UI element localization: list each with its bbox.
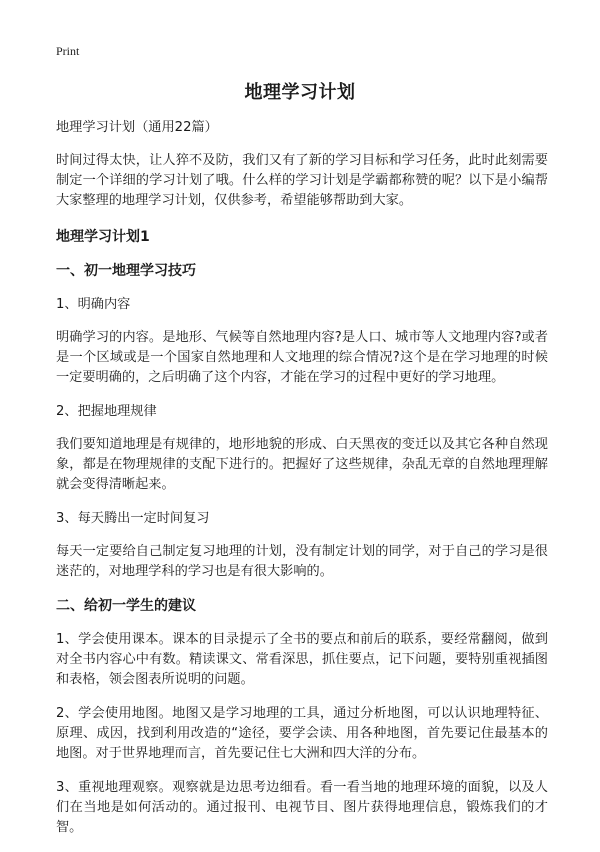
- item-3-label: 3、每天腾出一定时间复习: [56, 511, 210, 526]
- item-2-text: 我们要知道地理是有规律的，地形地貌的形成、白天黑夜的变迁以及其它各种自然现象，都是在物理规律的支配下进行的。把握好了这些规律，杂乱无章的自然地理理解就会变得清晰起来。: [56, 437, 548, 492]
- advice-paragraph-1: 1、学会使用课本。课本的目录提示了全书的要点和前后的联系，要经常翻阅，做到对全书内容心中有数。精读课文、常看深思，抓住要点，记下问题，要特别重视插图和表格，领会图表所说明的问题。: [56, 632, 548, 687]
- section-2-heading: 二、给初一学生的建议: [56, 598, 196, 614]
- item-3-text: 每天一定要给自己制定复习地理的计划，没有制定计划的同学，对于自己的学习是很迷茫的，对地理学科的学习也是有很大影响的。: [56, 544, 548, 579]
- document-body: [56, 118, 548, 852]
- section-1-heading: 一、初一地理学习技巧: [56, 263, 196, 279]
- advice-paragraph-3: 3、重视地理观察。观察就是边思考边细看。看一看当地的地理环境的面貌，以及人们在当地是如何活动的。通过报刊、电视节目、图片获得地理信息，锻炼我们的才智。: [56, 780, 548, 835]
- item-2-label: 2、把握地理规律: [56, 404, 157, 419]
- item-1-text: 明确学习的内容。是地形、气候等自然地理内容?是人口、城市等人文地理内容?或者是一个区域或是一个国家自然地理和人文地理的综合情况?这个是在学习地理的时候一定要明确的，之后明确了这个内容，才能在学习的过程中更好的学习地理。: [56, 330, 548, 385]
- advice-paragraph-2: 2、学会使用地图。地图又是学习地理的工具，通过分析地图，可以认识地理特征、原理、成因，找到利用改造的“途径，要学会读、用各种地图，首先要记住最基本的地图。对于世界地理而言，首先要记住七大洲和四大洋的分布。: [56, 706, 548, 761]
- plan-heading: 地理学习计划1: [56, 229, 150, 245]
- page-title: 地理学习计划: [244, 82, 356, 103]
- print-link[interactable]: Print: [56, 44, 80, 58]
- document-subtitle: 地理学习计划（通用22篇）: [56, 120, 218, 135]
- intro-paragraph: 时间过得太快，让人猝不及防，我们又有了新的学习目标和学习任务，此时此刻需要制定一个详细的学习计划了哦。什么样的学习计划是学霸都称赞的呢？以下是小编帮大家整理的地理学习计划，仅供参考，希望能够帮助到大家。: [56, 153, 548, 208]
- item-1-label: 1、明确内容: [56, 297, 131, 312]
